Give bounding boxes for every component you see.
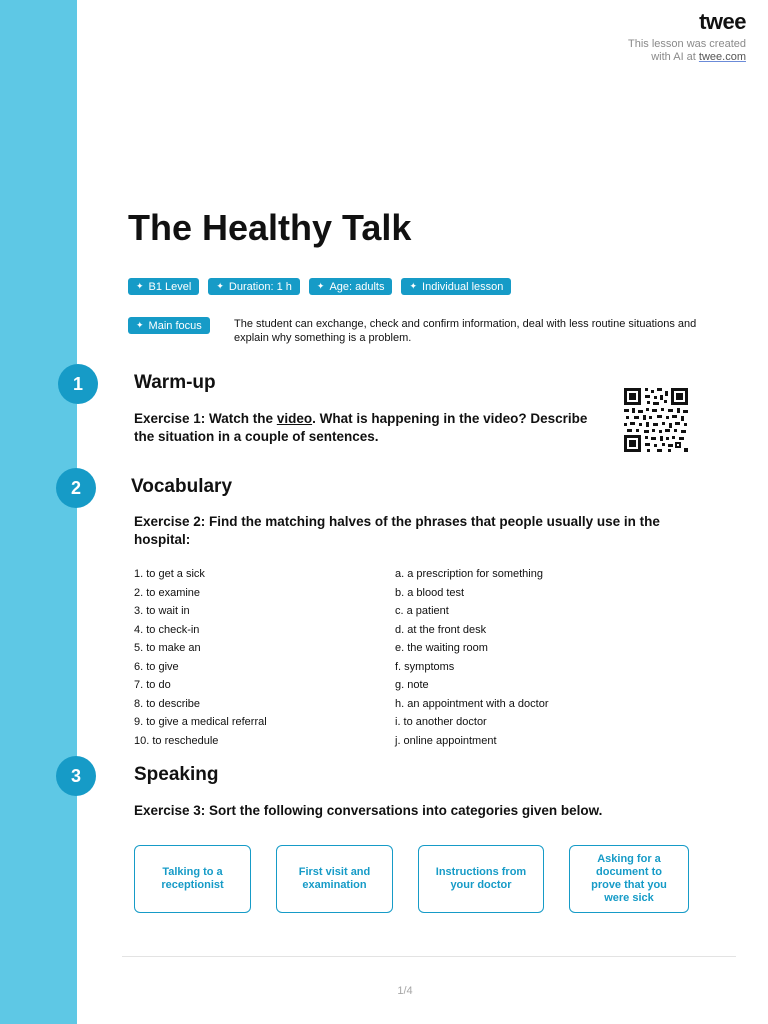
section-2-number: 2 <box>56 468 96 508</box>
section-3-title: Speaking <box>134 764 219 785</box>
tag-lesson-type <box>401 278 511 295</box>
brand-note-prefix: with AI at <box>651 51 699 63</box>
sparkle-icon: ✦ <box>216 281 224 291</box>
exercise-3-text: Exercise 3: Sort the following conversations into categories given below. <box>134 803 603 818</box>
video-link[interactable]: video <box>276 411 313 426</box>
right-phrases-list <box>395 565 548 750</box>
exercise-1-before: Exercise 1: Watch the <box>134 411 277 426</box>
brand-note <box>628 38 746 64</box>
category-box-receptionist: Talking to a receptionist <box>134 845 251 913</box>
page-title: The Healthy Talk <box>128 207 412 248</box>
brand-logo: twee <box>699 9 746 34</box>
list-item: 8. to describe <box>134 697 201 710</box>
category-box-instructions: Instructions from your doctor <box>418 845 544 913</box>
list-item: 4. to check-in <box>134 623 200 636</box>
list-item: 3. to wait in <box>134 605 190 617</box>
list-item: j. online appointment <box>395 734 497 747</box>
sidebar-stripe <box>0 0 77 1024</box>
brand-link[interactable]: twee.com <box>698 51 746 63</box>
tag-label: Individual lesson <box>422 280 504 293</box>
list-item: 7. to do <box>134 679 171 691</box>
sparkle-icon: ✦ <box>409 281 418 291</box>
list-item: a. a prescription for something <box>395 568 543 580</box>
list-item: f. symptoms <box>395 660 455 673</box>
main-focus-text: The student can exchange, check and confirm information, deal with less routine situations and explain why something is a problem. <box>234 318 697 344</box>
tag-label: Duration: 1 h <box>228 280 292 293</box>
section-1-number: 1 <box>58 364 98 404</box>
list-item: i. to another doctor <box>395 716 487 728</box>
category-box-sick-document: Asking for a document to prove that you were sick <box>569 845 689 913</box>
brand-block <box>628 10 746 64</box>
list-item: 1. to get a sick <box>134 568 205 580</box>
list-item: e. the waiting room <box>395 642 488 654</box>
list-item: b. a blood test <box>395 586 465 599</box>
category-box-first-visit: First visit and examination <box>276 845 393 913</box>
list-item: 2. to examine <box>134 586 201 599</box>
list-item: c. a patient <box>395 605 449 617</box>
list-item: d. at the front desk <box>395 623 487 636</box>
brand-note-line1: This lesson was created <box>628 38 746 50</box>
list-item: 6. to give <box>134 660 179 673</box>
list-item: 5. to make an <box>134 642 201 654</box>
section-1-title: Warm-up <box>134 372 216 393</box>
list-item: g. note <box>395 679 429 691</box>
list-item: 9. to give a medical referral <box>134 716 267 728</box>
tag-label: Age: adults <box>329 280 385 293</box>
section-2-title: Vocabulary <box>131 476 233 497</box>
main-focus-tag <box>128 317 210 334</box>
sparkle-icon: ✦ <box>136 320 144 330</box>
exercise-1-after: . What is happening in the video? Describe the situation in a couple of sentences. <box>134 411 588 444</box>
brand-note-line2 <box>628 51 746 64</box>
list-item: 10. to reschedule <box>134 734 219 747</box>
qr-code[interactable] <box>624 388 688 452</box>
tag-level <box>128 278 199 295</box>
page-number: 1/4 <box>397 985 413 997</box>
exercise-1-text <box>134 410 594 446</box>
sparkle-icon: ✦ <box>136 281 144 291</box>
main-focus-label: Main focus <box>148 319 202 332</box>
tag-list <box>128 278 511 295</box>
section-3-number: 3 <box>56 756 96 796</box>
exercise-2-text: Exercise 2: Find the matching halves of the phrases that people usually use in the hospital: <box>134 514 660 547</box>
tag-duration <box>208 278 300 295</box>
list-item: h. an appointment with a doctor <box>395 697 549 710</box>
tag-label: B1 Level <box>148 280 192 293</box>
footer-divider <box>122 956 736 957</box>
sparkle-icon: ✦ <box>316 281 325 291</box>
tag-age <box>309 278 393 295</box>
left-phrases-list <box>134 565 267 750</box>
